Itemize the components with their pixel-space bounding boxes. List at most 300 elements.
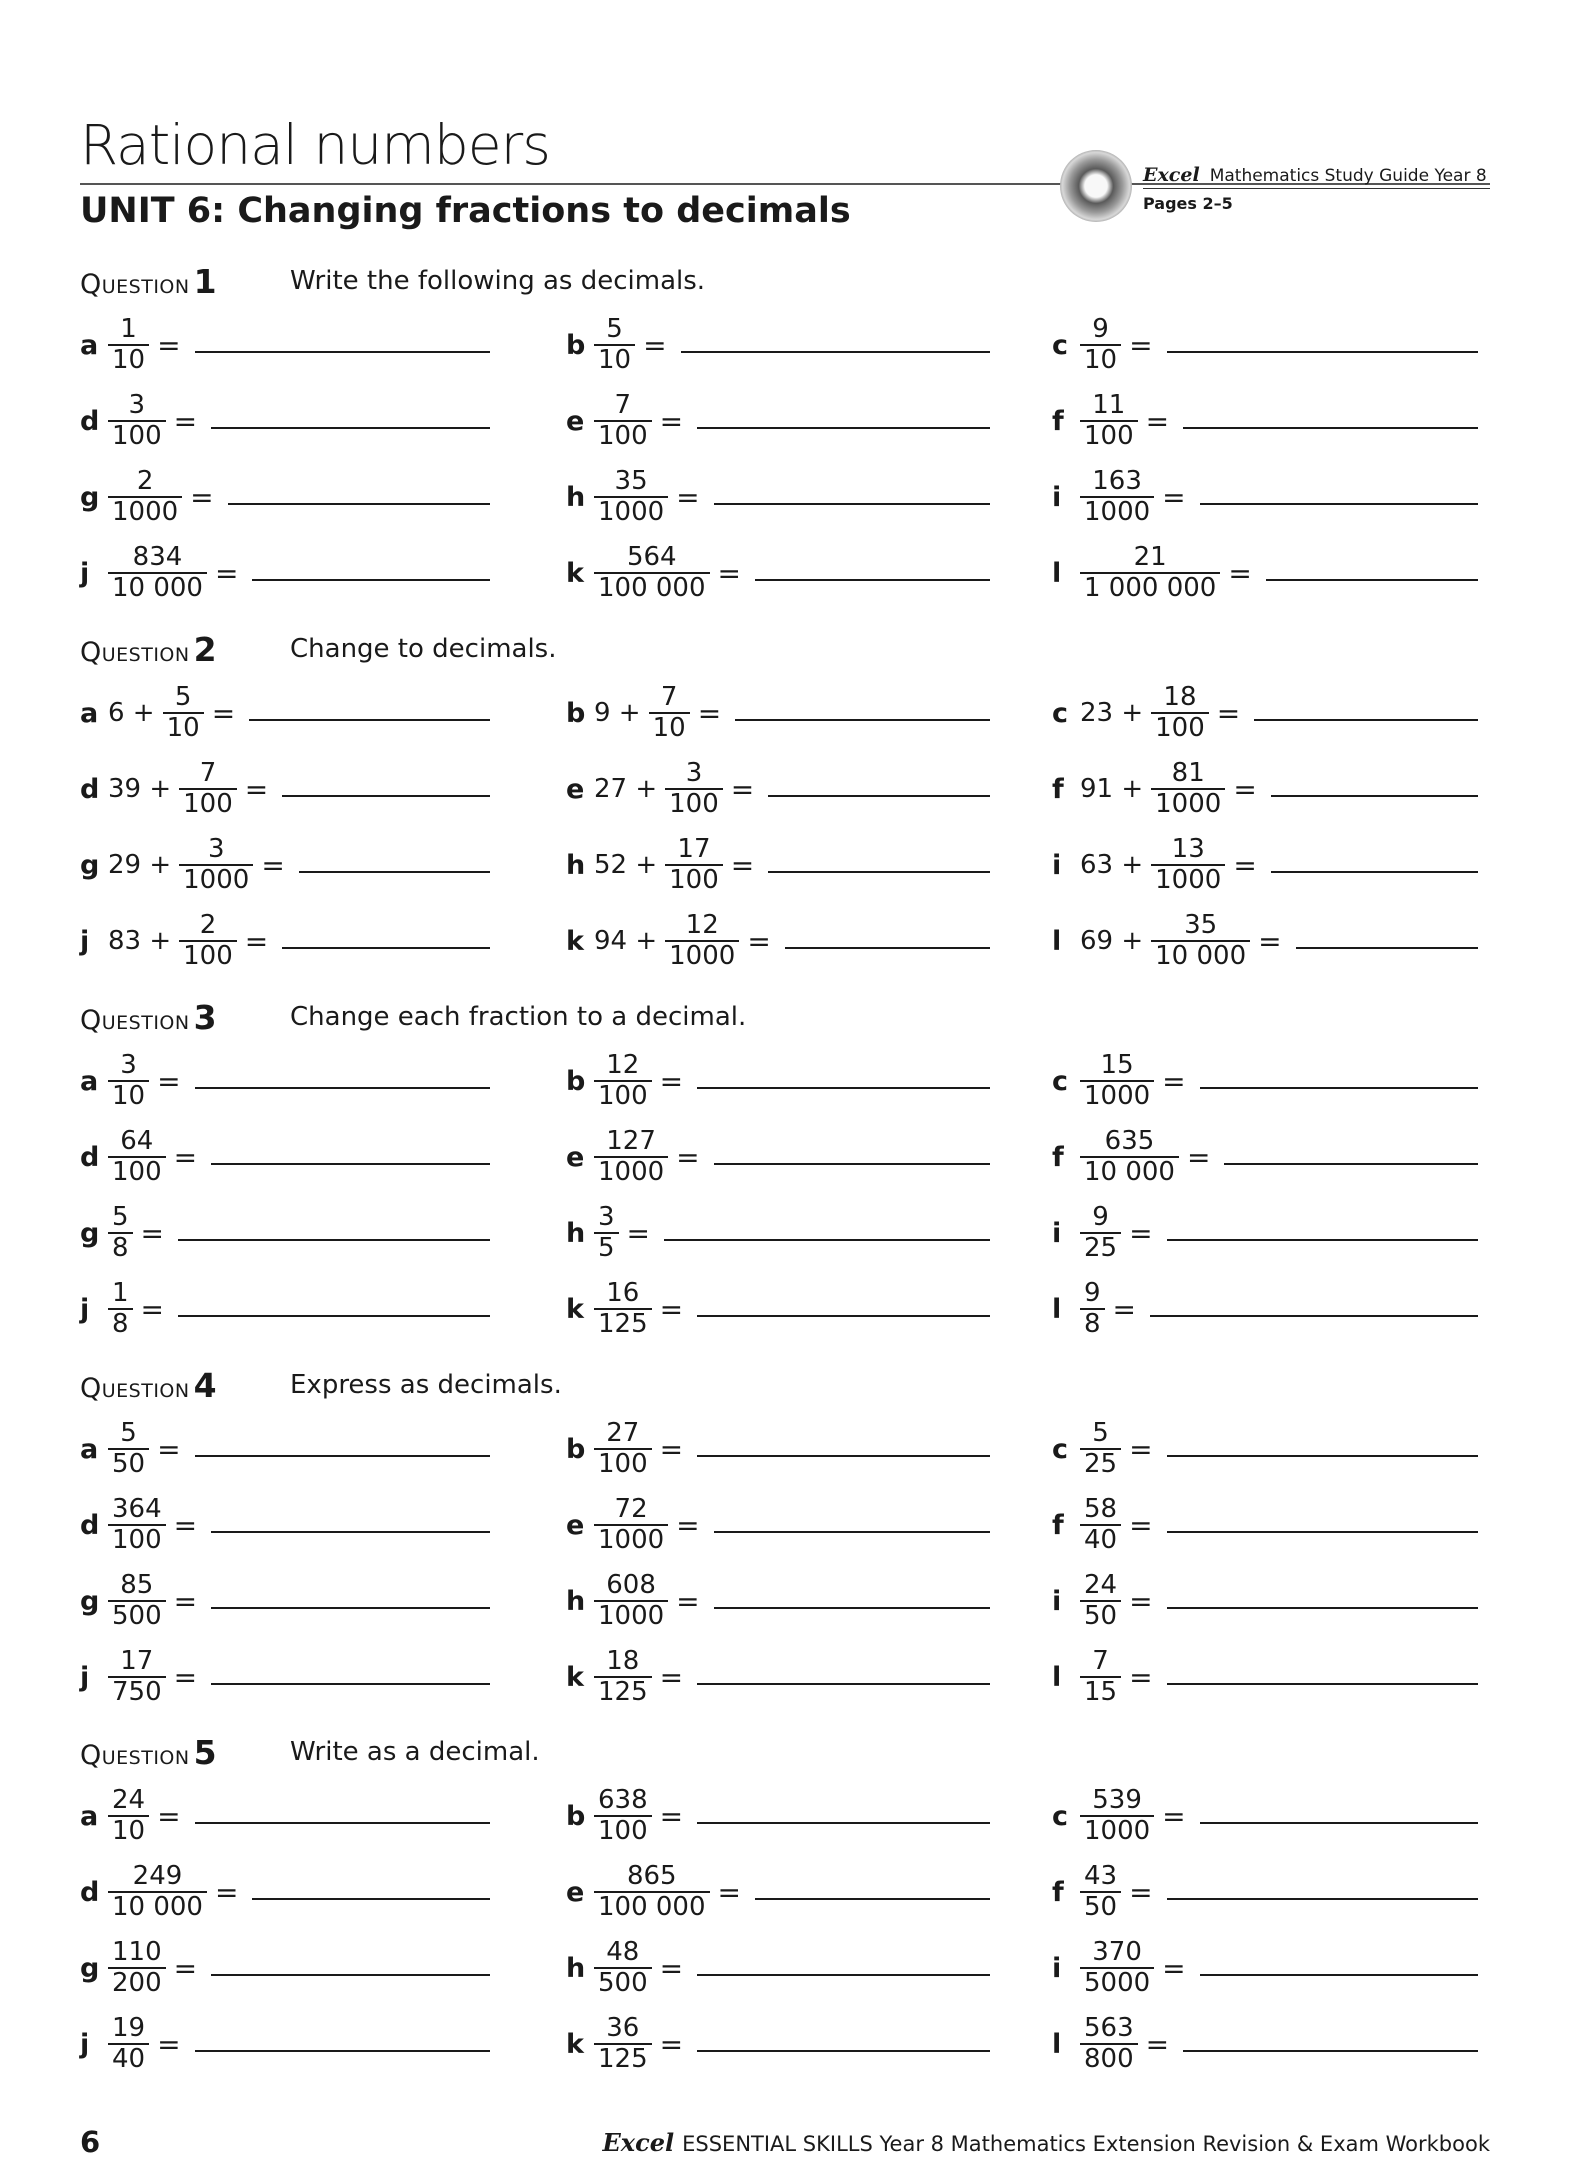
answer-line[interactable] [697, 1974, 990, 1976]
equals-sign: = [747, 924, 771, 958]
answer-line[interactable] [1150, 1315, 1478, 1317]
fraction [1151, 911, 1250, 971]
equals-sign: = [643, 328, 667, 362]
item-letter: k [566, 925, 584, 957]
item-letter: g [80, 849, 100, 881]
answer-line[interactable] [714, 1531, 990, 1533]
question-heading [80, 630, 557, 669]
item-letter: f [1052, 1876, 1064, 1908]
fraction [108, 1419, 149, 1479]
fraction [108, 1279, 133, 1339]
exercise-item [80, 535, 490, 611]
question-number: 5 [193, 1733, 217, 1772]
equals-sign: = [676, 1584, 700, 1618]
equals-sign: = [1233, 848, 1257, 882]
exercise-item [80, 1271, 490, 1347]
denominator: 100 [112, 1157, 162, 1187]
chapter-title: Rational numbers [80, 113, 550, 177]
item-letter: d [80, 1141, 100, 1173]
answer-line[interactable] [1167, 1455, 1478, 1457]
whole-number: 94 + [594, 926, 658, 956]
fraction [1080, 467, 1154, 527]
equals-sign: = [1162, 1064, 1186, 1098]
answer-line[interactable] [1183, 427, 1478, 429]
numerator: 24 [112, 1784, 146, 1815]
numerator: 2 [199, 909, 217, 940]
answer-line[interactable] [1296, 947, 1478, 949]
exercise-item [566, 1043, 990, 1119]
numerator: 18 [606, 1645, 640, 1676]
numerator: 15 [1100, 1049, 1134, 1080]
item-letter: l [1052, 925, 1062, 957]
answer-line[interactable] [249, 719, 490, 721]
whole-number: 23 + [1080, 698, 1144, 728]
item-letter: b [566, 1800, 586, 1832]
item-letter: c [1052, 1065, 1069, 1097]
answer-line[interactable] [681, 351, 990, 353]
exercise-item [566, 1271, 990, 1347]
exercise-item [1052, 1487, 1478, 1563]
equals-sign: = [173, 1140, 198, 1174]
numerator: 249 [132, 1860, 183, 1891]
item-letter: k [566, 1661, 584, 1693]
denominator: 125 [598, 1677, 648, 1707]
denominator: 10 000 [112, 573, 203, 603]
denominator: 100 [669, 789, 719, 819]
numerator: 110 [112, 1936, 162, 1967]
answer-line[interactable] [282, 795, 490, 797]
answer-line[interactable] [195, 351, 490, 353]
equals-sign: = [1233, 772, 1257, 806]
answer-line[interactable] [211, 1607, 490, 1609]
exercise-item [1052, 1411, 1478, 1487]
answer-line[interactable] [1200, 503, 1478, 505]
denominator: 500 [598, 1968, 648, 1998]
exercise-item [566, 1778, 990, 1854]
denominator: 50 [1084, 1892, 1118, 1922]
item-letter: l [1052, 557, 1062, 589]
fraction [1151, 835, 1225, 895]
numerator: 13 [1171, 833, 1205, 864]
equals-sign: = [157, 1799, 181, 1833]
answer-line[interactable] [714, 1163, 990, 1165]
fraction [108, 1495, 166, 1555]
answer-line[interactable] [211, 1531, 490, 1533]
equals-sign: = [659, 1064, 684, 1098]
answer-line[interactable] [252, 1898, 490, 1900]
numerator: 638 [598, 1784, 648, 1815]
item-letter: b [566, 1433, 586, 1465]
answer-line[interactable] [178, 1239, 490, 1241]
denominator: 5 [598, 1233, 615, 1263]
item-letter: j [80, 1661, 90, 1693]
exercise-item [566, 459, 990, 535]
denominator: 10 [112, 345, 146, 375]
answer-line[interactable] [697, 1455, 990, 1457]
answer-line[interactable] [228, 503, 490, 505]
exercise-item [1052, 827, 1478, 903]
item-letter: d [80, 1509, 100, 1541]
denominator: 1000 [1084, 1816, 1151, 1846]
fraction [108, 1571, 166, 1631]
equals-sign: = [697, 696, 722, 730]
numerator: 1 [112, 1277, 129, 1308]
exercise-item [80, 383, 490, 459]
fraction [1080, 1419, 1121, 1479]
fraction [108, 1862, 207, 1922]
exercise-item [1052, 1195, 1478, 1271]
fraction [163, 683, 204, 743]
item-letter: l [1052, 1661, 1062, 1693]
equals-sign: = [1129, 1216, 1153, 1250]
answer-line[interactable] [252, 579, 490, 581]
numerator: 5 [112, 1201, 129, 1232]
denominator: 100 [183, 789, 233, 819]
exercise-item [1052, 903, 1478, 979]
study-guide-rule [1143, 188, 1490, 189]
denominator: 10 [112, 1816, 146, 1846]
exercise-item [80, 1563, 490, 1639]
whole-number: 29 + [108, 850, 172, 880]
denominator: 1000 [112, 497, 179, 527]
exercise-item [566, 827, 990, 903]
whole-number: 83 + [108, 926, 172, 956]
study-guide-brand: Excel [1143, 164, 1200, 186]
denominator: 10 [112, 1081, 146, 1111]
answer-line[interactable] [195, 1822, 490, 1824]
exercise-item [80, 1411, 490, 1487]
exercise-item [1052, 1043, 1478, 1119]
exercise-item [80, 675, 490, 751]
question-word: Question [80, 1740, 190, 1771]
exercise-item [1052, 1930, 1478, 2006]
equals-sign: = [730, 848, 755, 882]
answer-line[interactable] [768, 795, 990, 797]
item-letter: l [1052, 1293, 1062, 1325]
exercise-item [566, 1930, 990, 2006]
exercise-item [566, 307, 990, 383]
exercise-item [566, 1411, 990, 1487]
equals-sign: = [717, 1875, 741, 1909]
whole-number: 9 + [594, 698, 641, 728]
fraction [108, 1938, 166, 1998]
denominator: 10 000 [112, 1892, 203, 1922]
item-letter: a [80, 329, 99, 361]
answer-line[interactable] [768, 871, 990, 873]
answer-line[interactable] [1271, 795, 1478, 797]
fraction [594, 1127, 668, 1187]
equals-sign: = [157, 328, 181, 362]
exercise-item [566, 1639, 990, 1715]
fraction [1080, 1647, 1121, 1707]
equals-sign: = [140, 1292, 165, 1326]
equals-sign: = [244, 772, 269, 806]
equals-sign: = [1129, 1508, 1153, 1542]
answer-line[interactable] [195, 2050, 490, 2052]
answer-line[interactable] [697, 1315, 990, 1317]
answer-line[interactable] [1167, 1531, 1478, 1533]
denominator: 100 000 [598, 1892, 706, 1922]
numerator: 3 [207, 833, 225, 864]
numerator: 21 [1133, 541, 1167, 572]
item-letter: h [566, 1217, 586, 1249]
answer-line[interactable] [1167, 351, 1478, 353]
fraction [1080, 1279, 1105, 1339]
item-letter: b [566, 1065, 586, 1097]
denominator: 10 [166, 713, 200, 743]
denominator: 100 [183, 941, 233, 971]
answer-line[interactable] [1200, 1822, 1478, 1824]
denominator: 100 [598, 1081, 648, 1111]
equals-sign: = [1129, 1584, 1153, 1618]
exercise-item [80, 459, 490, 535]
numerator: 370 [1092, 1936, 1142, 1967]
fraction [1080, 1938, 1154, 1998]
fraction [594, 1051, 652, 1111]
item-letter: j [80, 1293, 90, 1325]
numerator: 3 [120, 1049, 137, 1080]
answer-line[interactable] [1167, 1607, 1478, 1609]
answer-line[interactable] [735, 719, 990, 721]
question-number: 3 [193, 998, 217, 1037]
item-letter: k [566, 2028, 584, 2060]
exercise-item [566, 2006, 990, 2082]
fraction [179, 835, 253, 895]
item-letter: c [1052, 1800, 1069, 1832]
fraction [594, 543, 710, 603]
item-letter: c [1052, 697, 1069, 729]
answer-line[interactable] [195, 1087, 490, 1089]
denominator: 1 000 000 [1084, 573, 1217, 603]
numerator: 17 [677, 833, 711, 864]
question-number: 4 [193, 1366, 217, 1405]
equals-sign: = [1112, 1292, 1137, 1326]
question-instruction: Change to decimals. [290, 634, 557, 664]
item-letter: h [566, 1952, 586, 1984]
answer-line[interactable] [211, 427, 490, 429]
denominator: 50 [112, 1449, 146, 1479]
whole-number: 39 + [108, 774, 172, 804]
fraction [1080, 1127, 1179, 1187]
fraction [108, 1127, 166, 1187]
numerator: 12 [685, 909, 719, 940]
fraction [108, 543, 207, 603]
answer-line[interactable] [299, 871, 490, 873]
answer-line[interactable] [785, 947, 990, 949]
answer-line[interactable] [1167, 1683, 1478, 1685]
numerator: 64 [120, 1125, 154, 1156]
answer-line[interactable] [755, 579, 990, 581]
answer-line[interactable] [755, 1898, 990, 1900]
exercise-item [1052, 1639, 1478, 1715]
item-letter: e [566, 405, 585, 437]
answer-line[interactable] [195, 1455, 490, 1457]
item-letter: h [566, 481, 586, 513]
exercise-item [1052, 1563, 1478, 1639]
answer-line[interactable] [1271, 871, 1478, 873]
numerator: 3 [128, 389, 146, 420]
question-instruction: Express as decimals. [290, 1370, 562, 1400]
fraction [108, 315, 149, 375]
question-heading [80, 1366, 562, 1405]
denominator: 1000 [598, 497, 665, 527]
item-letter: a [80, 697, 99, 729]
item-letter: g [80, 1585, 100, 1617]
denominator: 40 [1084, 1525, 1118, 1555]
denominator: 25 [1084, 1233, 1118, 1263]
answer-line[interactable] [178, 1315, 490, 1317]
exercise-item [566, 675, 990, 751]
numerator: 2 [136, 465, 154, 496]
answer-line[interactable] [1254, 719, 1478, 721]
fraction [108, 467, 182, 527]
fraction [594, 1279, 652, 1339]
equals-sign: = [659, 1951, 684, 1985]
fraction [665, 911, 739, 971]
equals-sign: = [173, 1951, 198, 1985]
item-letter: a [80, 1800, 99, 1832]
exercise-item [566, 1195, 990, 1271]
unit-title: UNIT 6: Changing fractions to decimals [80, 191, 851, 231]
numerator: 834 [132, 541, 183, 572]
fraction [108, 1051, 149, 1111]
question-heading [80, 1733, 540, 1772]
answer-line[interactable] [697, 1822, 990, 1824]
answer-line[interactable] [714, 503, 990, 505]
exercise-item [80, 1119, 490, 1195]
denominator: 1000 [598, 1601, 665, 1631]
denominator: 500 [112, 1601, 162, 1631]
answer-line[interactable] [1266, 579, 1478, 581]
question-heading [80, 998, 747, 1037]
numerator: 364 [112, 1493, 162, 1524]
numerator: 7 [199, 757, 217, 788]
equals-sign: = [659, 2027, 684, 2061]
item-letter: l [1052, 2028, 1062, 2060]
denominator: 40 [112, 2044, 146, 2074]
item-letter: i [1052, 1585, 1062, 1617]
fraction [1080, 1786, 1154, 1846]
answer-line[interactable] [1167, 1239, 1478, 1241]
exercise-item [1052, 307, 1478, 383]
numerator: 36 [606, 2012, 640, 2043]
answer-line[interactable] [1224, 1163, 1478, 1165]
question-word: Question [80, 1005, 190, 1036]
numerator: 7 [614, 389, 632, 420]
fraction [108, 2014, 149, 2074]
answer-line[interactable] [697, 427, 990, 429]
numerator: 5 [606, 313, 623, 344]
fraction [108, 1203, 133, 1263]
exercise-item [1052, 383, 1478, 459]
item-letter: h [566, 849, 586, 881]
answer-line[interactable] [211, 1163, 490, 1165]
denominator: 100 [1155, 713, 1205, 743]
denominator: 8 [1084, 1309, 1101, 1339]
answer-line[interactable] [282, 947, 490, 949]
numerator: 7 [660, 681, 678, 712]
item-letter: e [566, 1509, 585, 1541]
item-letter: j [80, 557, 90, 589]
item-letter: e [566, 1141, 585, 1173]
denominator: 1000 [1155, 865, 1222, 895]
exercise-item [80, 1487, 490, 1563]
answer-line[interactable] [1200, 1087, 1478, 1089]
numerator: 539 [1092, 1784, 1142, 1815]
exercise-item [80, 1854, 490, 1930]
equals-sign: = [173, 1584, 198, 1618]
equals-sign: = [1162, 1951, 1186, 1985]
answer-line[interactable] [697, 1087, 990, 1089]
item-letter: g [80, 1217, 100, 1249]
denominator: 1000 [1084, 497, 1151, 527]
fraction [594, 1647, 652, 1707]
equals-sign: = [190, 480, 214, 514]
item-letter: g [80, 1952, 100, 1984]
equals-sign: = [1216, 696, 1241, 730]
numerator: 58 [1084, 1493, 1118, 1524]
answer-line[interactable] [697, 2050, 990, 2052]
question-number: 1 [193, 262, 217, 301]
item-letter: h [566, 1585, 586, 1617]
equals-sign: = [659, 1660, 684, 1694]
exercise-item [566, 1119, 990, 1195]
exercise-item [1052, 1778, 1478, 1854]
answer-line[interactable] [697, 1683, 990, 1685]
answer-line[interactable] [1183, 2050, 1478, 2052]
numerator: 11 [1092, 389, 1126, 420]
item-letter: j [80, 925, 90, 957]
item-letter: i [1052, 1952, 1062, 1984]
denominator: 800 [1084, 2044, 1134, 2074]
fraction [108, 1647, 166, 1707]
numerator: 5 [120, 1417, 137, 1448]
answer-line[interactable] [211, 1683, 490, 1685]
exercise-item [80, 1778, 490, 1854]
answer-line[interactable] [714, 1607, 990, 1609]
fraction [594, 1938, 652, 1998]
numerator: 608 [606, 1569, 656, 1600]
numerator: 35 [614, 465, 648, 496]
equals-sign: = [214, 556, 239, 590]
equals-sign: = [730, 772, 755, 806]
fraction [594, 1571, 668, 1631]
whole-number: 27 + [594, 774, 658, 804]
denominator: 750 [112, 1677, 162, 1707]
item-letter: f [1052, 1141, 1064, 1173]
fraction [594, 1495, 668, 1555]
exercise-item [1052, 1854, 1478, 1930]
equals-sign: = [659, 1292, 684, 1326]
answer-line[interactable] [211, 1974, 490, 1976]
answer-line[interactable] [664, 1239, 990, 1241]
equals-sign: = [173, 1508, 198, 1542]
answer-line[interactable] [1200, 1974, 1478, 1976]
answer-line[interactable] [1167, 1898, 1478, 1900]
denominator: 1000 [598, 1525, 665, 1555]
denominator: 1000 [598, 1157, 665, 1187]
exercise-item [80, 751, 490, 827]
fraction [594, 1203, 619, 1263]
item-letter: i [1052, 1217, 1062, 1249]
fraction [108, 1786, 149, 1846]
equals-sign: = [157, 1064, 181, 1098]
numerator: 18 [1163, 681, 1197, 712]
fraction [1080, 1051, 1154, 1111]
numerator: 163 [1092, 465, 1142, 496]
denominator: 125 [598, 2044, 648, 2074]
equals-sign: = [1145, 2027, 1170, 2061]
